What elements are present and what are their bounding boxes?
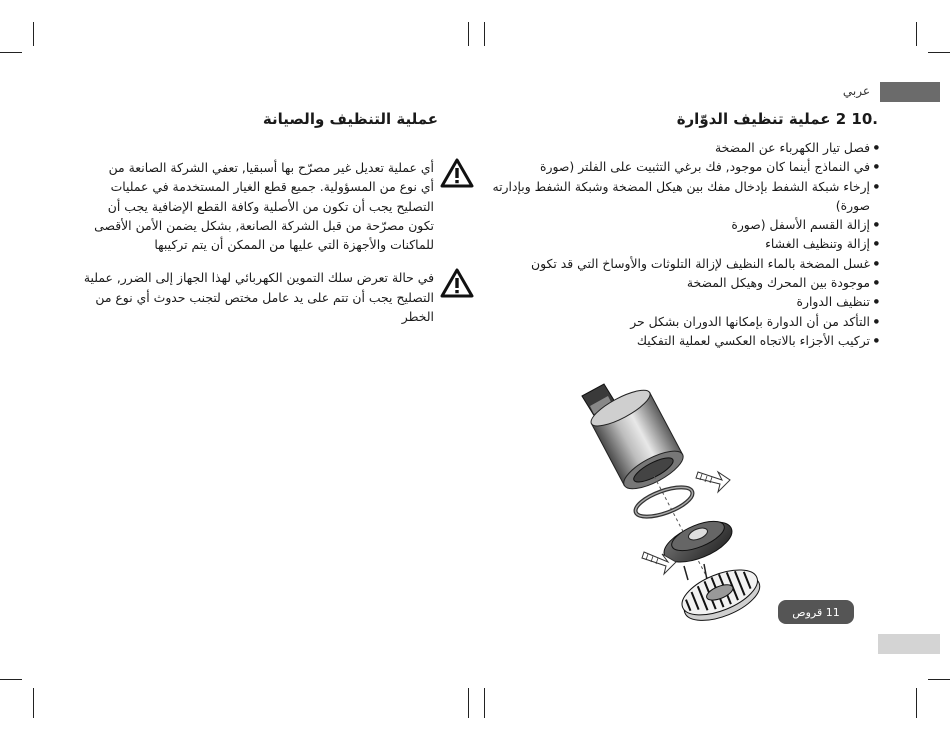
section-maintenance: [70, 110, 438, 338]
crop-mark: [468, 688, 469, 718]
list-item: ● التأكد من أن الدوارة بإمكانها الدوران بشكل حر: [478, 312, 878, 331]
list-item: ● فصل تيار الكهرباء عن المضخة: [478, 138, 878, 157]
list-item-continuation: صورة): [835, 197, 870, 213]
crop-mark: [928, 52, 950, 53]
list-item: ● في النماذج أينما كان موجود, فك برغي التثبيت على الفلتر (صورة: [478, 157, 878, 176]
warning-line: التصليح يجب أن تكون من الأصلية وكافة القطع الإضافية يجب أن: [107, 198, 434, 214]
crop-mark: [0, 52, 22, 53]
warning-line: أي عملية تعديل غير مصرّح بها أسبقيا, تعفي الشركة الصانعة من: [108, 160, 434, 175]
side-tab: [878, 634, 940, 654]
language-tab: [880, 82, 940, 102]
section-title: .10 2 عملية تنظيف الدوّارة: [676, 110, 878, 128]
warning-line: في حالة تعرض سلك التموين الكهربائي لهذا الجهاز إلى الضرر, عملية: [83, 270, 434, 286]
list-item: ● موجودة بين المحرك وهيكل المضخة: [478, 273, 878, 292]
warning-line: أي نوع من المسؤولية. جميع قطع الغيار المستخدمة في عمليات: [110, 179, 434, 195]
crop-mark: [928, 679, 950, 680]
list-item: ● تركيب الأجزاء بالاتجاه العكسي لعملية التفكيك: [478, 331, 878, 350]
list-item: ● غسل المضخة بالماء النظيف لإزالة التلوثات والأوساخ التي قد تكون: [478, 254, 878, 273]
warning-block: [70, 158, 438, 254]
crop-mark: [916, 688, 917, 718]
crop-mark: [0, 679, 22, 680]
list-item: ● تنظيف الدوارة: [478, 292, 878, 311]
language-label: عربي: [842, 84, 870, 98]
list-item: ● إرخاء شبكة الشفط بإدخال مفك بين هيكل المضخة وشبكة الشفط وبإدارته: [478, 177, 878, 196]
section-rotor-cleaning: [478, 110, 878, 350]
warning-triangle-icon: [440, 158, 474, 188]
crop-mark: [484, 688, 485, 718]
crop-mark: [484, 22, 485, 46]
warning-line: التصليح يجب أن تتم على يد عامل مختص لتجنب حدوث أي نوع من: [95, 289, 434, 305]
section-title: عملية التنظيف والصيانة: [262, 110, 438, 128]
pump-exploded-view-icon: [572, 376, 772, 630]
warning-line: للماكنات والأجهزة التي عليها من الممكن أن يتم تركيبها: [154, 237, 434, 253]
warning-triangle-icon: [440, 268, 474, 298]
crop-mark: [916, 22, 917, 46]
warning-line: الخطر: [401, 309, 434, 325]
list-item: ● إزالة القسم الأسفل (صورة: [478, 215, 878, 234]
crop-mark: [33, 688, 34, 718]
instruction-list: [478, 138, 878, 350]
crop-mark: [468, 22, 469, 46]
page-number-badge: 11 قروص: [778, 600, 854, 624]
list-item: ● إزالة وتنظيف الغشاء: [478, 234, 878, 253]
warning-block: [70, 268, 438, 326]
warning-line: تكون مصرّحة من قبل الشركة الصانعة, بشكل يضمن الأمن الأقصى: [94, 217, 434, 233]
crop-mark: [33, 22, 34, 46]
